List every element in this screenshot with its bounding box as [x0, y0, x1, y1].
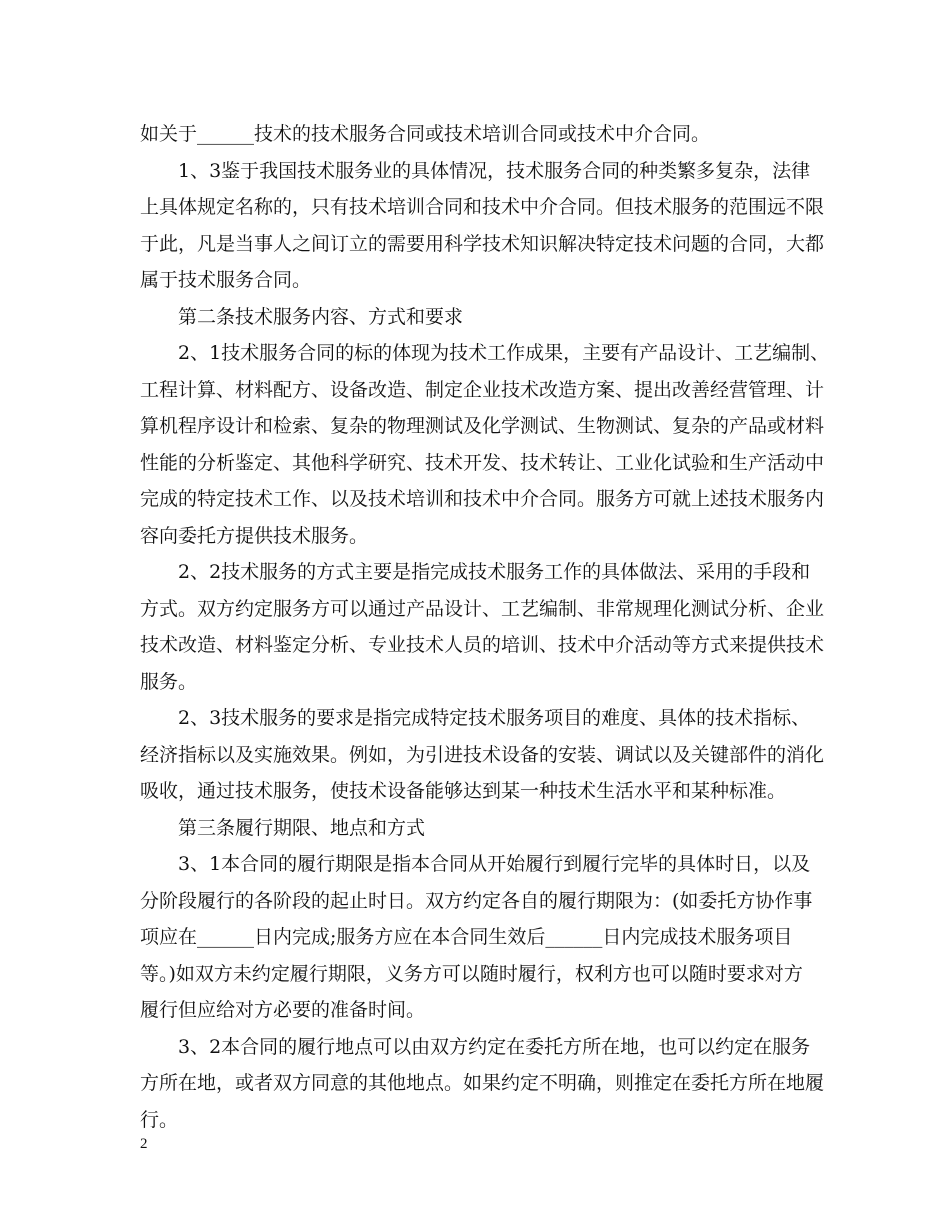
text-line: 容向委托方提供技术服务。: [140, 524, 369, 547]
text-line: 技术改造、材料鉴定分析、专业技术人员的培训、技术中介活动等方式来提供技术: [140, 634, 825, 656]
text-line: 行。: [140, 1108, 179, 1131]
document-body: [140, 116, 830, 1138]
text-line: 工程计算、材料配方、设备改造、制定企业技术改造方案、提出改善经营管理、计: [140, 378, 825, 401]
text-line: 方式。双方约定服务方可以通过产品设计、工艺编制、非常规理化测试分析、企业: [140, 597, 825, 620]
page-number: 2: [140, 1136, 148, 1152]
text-line: 履行但应给对方必要的准备时间。: [140, 999, 426, 1021]
text-line: 上具体规定名称的，只有技术培训合同和技术中介合同。但技术服务的范围远不限: [140, 196, 825, 218]
text-line: 吸收，通过技术服务，使技术设备能够达到某一种技术生活水平和某种标准。: [140, 780, 787, 802]
text-line: 算机程序设计和检索、复杂的物理测试及化学测试、生物测试、复杂的产品或材料: [140, 415, 825, 437]
text-line: 于此，凡是当事人之间订立的需要用科学技术知识解决特定技术问题的合同，大都: [140, 232, 825, 255]
text-line: 第二条技术服务内容、方式和要求: [178, 305, 464, 328]
text-line: 方所在地，或者双方同意的其他地点。如果约定不明确，则推定在委托方所在地履: [140, 1072, 825, 1094]
text-line: 服务。: [140, 670, 198, 693]
text-line: 项应在______日内完成;服务方应在本合同生效后______日内完成技术服务项目: [140, 926, 793, 948]
text-line: 完成的特定技术工作、以及技术培训和技术中介合同。服务方可就上述技术服务内: [140, 488, 825, 510]
text-line: 3、1本合同的履行期限是指本合同从开始履行到履行完毕的具体时日，以及: [178, 853, 811, 875]
text-line: 3、2本合同的履行地点可以由双方约定在委托方所在地，也可以约定在服务: [178, 1035, 811, 1058]
text-line: 分阶段履行的各阶段的起止时日。双方约定各自的履行期限为：(如委托方协作事: [140, 889, 813, 912]
text-line: 经济指标以及实施效果。例如，为引进技术设备的安装、调试以及关键部件的消化: [140, 743, 825, 766]
text-line: 等。)如双方未约定履行期限，义务方可以随时履行，权利方也可以随时要求对方: [140, 962, 803, 985]
text-line: 2、3技术服务的要求是指完成特定技术服务项目的难度、具体的技术指标、: [178, 707, 811, 729]
text-line: 性能的分析鉴定、其他科学研究、技术开发、技术转让、工业化试验和生产活动中: [140, 451, 825, 474]
text-line: 属于技术服务合同。: [140, 269, 312, 291]
text-line: 如关于______技术的技术服务合同或技术培训合同或技术中介合同。: [140, 123, 711, 145]
text-line: 2、2技术服务的方式主要是指完成技术服务工作的具体做法、采用的手段和: [178, 561, 811, 583]
text-line: 2、1技术服务合同的标的体现为技术工作成果，主要有产品设计、工艺编制、: [178, 342, 830, 364]
text-line: 第三条履行期限、地点和方式: [178, 816, 426, 839]
text-line: 1、3鉴于我国技术服务业的具体情况，技术服务合同的种类繁多复杂，法律: [178, 159, 811, 182]
